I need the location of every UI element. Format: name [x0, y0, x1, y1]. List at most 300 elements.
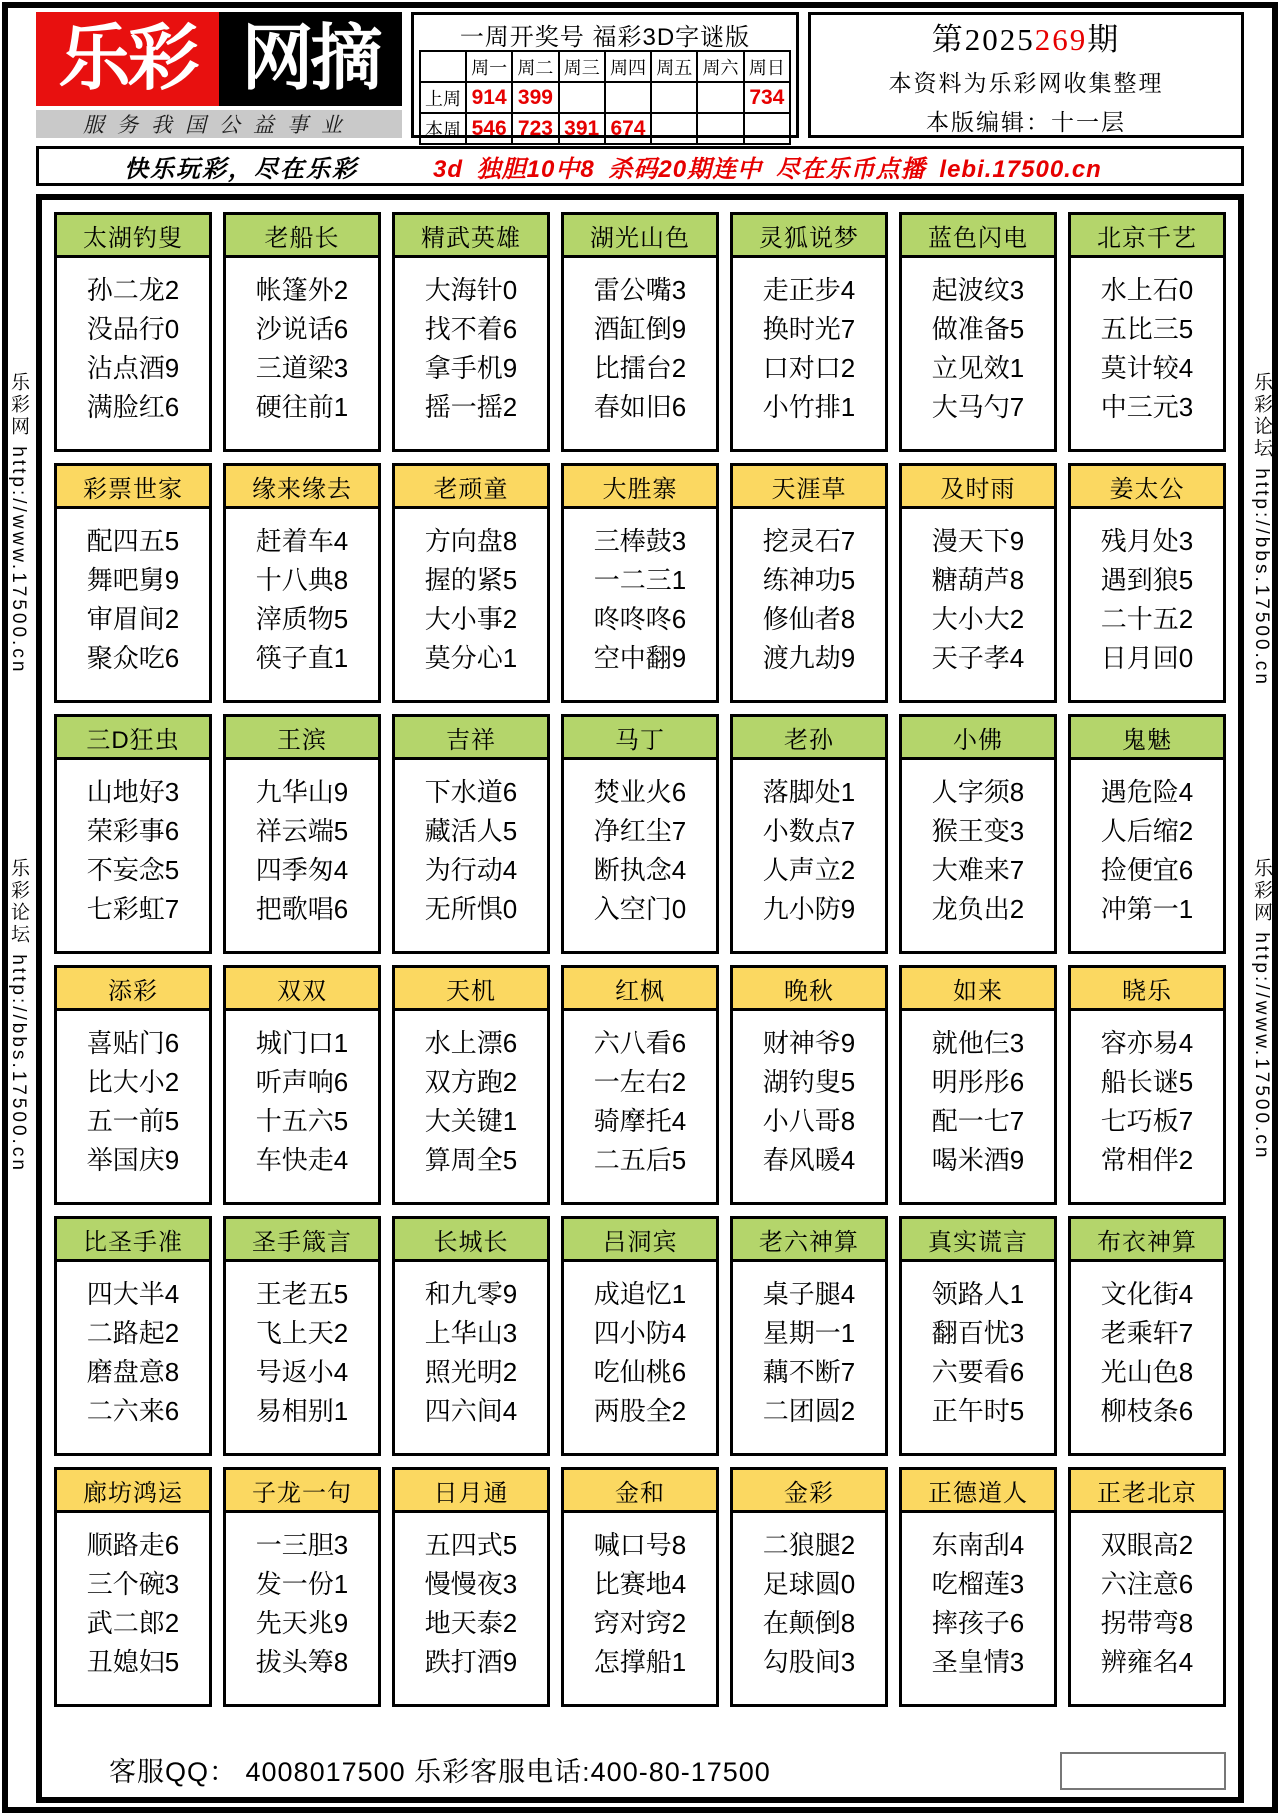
- card-body: [57, 760, 209, 929]
- draw-number: 914: [466, 82, 512, 113]
- card-riddle-line: 桌子腿4: [762, 1279, 856, 1309]
- card-riddle-line: 容亦易4: [1100, 1028, 1194, 1058]
- card-title: 蓝色闪电: [902, 215, 1054, 258]
- puzzle-card: [1068, 1216, 1226, 1456]
- card-riddle-line: 大马勺7: [931, 392, 1025, 422]
- card-riddle-line: 丑媳妇5: [86, 1647, 180, 1677]
- card-riddle-line: 春如旧6: [593, 392, 687, 422]
- card-riddle-line: 咚咚咚6: [593, 604, 687, 634]
- card-riddle-line: 大小事2: [424, 604, 518, 634]
- sidebar-right-bottom-url: 乐彩网 http://www.17500.cn: [1251, 858, 1272, 1161]
- card-riddle-line: 辨雍名4: [1100, 1647, 1194, 1677]
- week-col-header: 周二: [512, 51, 558, 82]
- sidebar-right-top-url: 乐彩论坛 http://bbs.17500.cn: [1251, 372, 1272, 687]
- puzzle-card: [223, 463, 381, 703]
- card-title: 如来: [902, 968, 1054, 1011]
- card-riddle-line: 算周全5: [424, 1145, 518, 1175]
- week-results-box: [411, 12, 799, 138]
- card-riddle-line: 老乘轩7: [1100, 1318, 1194, 1348]
- card-riddle-line: 上华山3: [424, 1318, 518, 1348]
- card-riddle-line: 筷子直1: [255, 643, 349, 673]
- card-body: [733, 509, 885, 678]
- card-title: 晚秋: [733, 968, 885, 1011]
- card-riddle-line: 漫天下9: [931, 526, 1025, 556]
- card-riddle-line: 吃仙桃6: [593, 1357, 687, 1387]
- card-riddle-line: 湖钓叟5: [762, 1067, 856, 1097]
- card-riddle-line: 莫计较4: [1100, 353, 1194, 383]
- card-riddle-line: 勾股间3: [762, 1647, 856, 1677]
- card-riddle-line: 滓质物5: [255, 604, 349, 634]
- card-body: [1071, 1262, 1223, 1431]
- card-riddle-line: 比大小2: [86, 1067, 180, 1097]
- card-riddle-line: 王老五5: [255, 1279, 349, 1309]
- card-body: [57, 509, 209, 678]
- header: [36, 12, 1244, 138]
- card-title: 添彩: [57, 968, 209, 1011]
- card-riddle-line: 车快走4: [255, 1145, 349, 1175]
- card-title: 正老北京: [1071, 1470, 1223, 1513]
- draw-number: [605, 82, 651, 113]
- card-riddle-line: 三个碗3: [86, 1569, 180, 1599]
- card-riddle-line: 飞上天2: [255, 1318, 349, 1348]
- card-riddle-line: 一二三1: [593, 565, 687, 595]
- card-riddle-line: 审眉间2: [86, 604, 180, 634]
- footer-blank-box: [1060, 1752, 1226, 1790]
- card-riddle-line: 摇一摇2: [424, 392, 518, 422]
- card-riddle-line: 练神功5: [762, 565, 856, 595]
- card-riddle-line: 水上漂6: [424, 1028, 518, 1058]
- issue-year: 2025: [964, 21, 1035, 57]
- draw-number: [697, 113, 743, 144]
- card-body: [1071, 760, 1223, 929]
- card-riddle-line: 喜贴门6: [86, 1028, 180, 1058]
- card-title: 比圣手准: [57, 1219, 209, 1262]
- puzzle-card: [392, 965, 550, 1205]
- card-riddle-line: 断执念4: [593, 855, 687, 885]
- card-title: 吕洞宾: [564, 1219, 716, 1262]
- puzzle-card: [392, 714, 550, 954]
- card-riddle-line: 猴王变3: [931, 816, 1025, 846]
- card-riddle-line: 九小防9: [762, 894, 856, 924]
- card-body: [902, 760, 1054, 929]
- card-riddle-line: 沙说话6: [255, 314, 349, 344]
- card-title: 布衣神算: [1071, 1219, 1223, 1262]
- card-riddle-line: 一左右2: [593, 1067, 687, 1097]
- week-col-header: 周日: [744, 51, 790, 82]
- card-riddle-line: 文化街4: [1100, 1279, 1194, 1309]
- card-title: 湖光山色: [564, 215, 716, 258]
- puzzle-card: [730, 1216, 888, 1456]
- card-riddle-line: 孙二龙2: [86, 275, 180, 305]
- card-riddle-line: 中三元3: [1100, 392, 1194, 422]
- puzzle-card: [54, 463, 212, 703]
- card-riddle-line: 水上石0: [1100, 275, 1194, 305]
- card-riddle-line: 找不着6: [424, 314, 518, 344]
- card-body: [733, 1262, 885, 1431]
- card-riddle-line: 大难来7: [931, 855, 1025, 885]
- puzzle-card: [223, 1467, 381, 1707]
- card-body: [902, 258, 1054, 427]
- card-riddle-line: 一三胆3: [255, 1530, 349, 1560]
- card-body: [902, 1011, 1054, 1180]
- draw-number: 674: [605, 113, 651, 144]
- card-riddle-line: 藏活人5: [424, 816, 518, 846]
- puzzle-card: [1068, 212, 1226, 452]
- card-riddle-line: 两股全2: [593, 1396, 687, 1426]
- card-riddle-line: 九华山9: [255, 777, 349, 807]
- card-title: 红枫: [564, 968, 716, 1011]
- puzzle-card: [1068, 965, 1226, 1205]
- card-riddle-line: 二十五2: [1100, 604, 1194, 634]
- card-title: 廊坊鸿运: [57, 1470, 209, 1513]
- card-riddle-line: 焚业火6: [593, 777, 687, 807]
- puzzle-card: [899, 463, 1057, 703]
- card-riddle-line: 比擂台2: [593, 353, 687, 383]
- card-riddle-line: 翻百忧3: [931, 1318, 1025, 1348]
- card-title: 天机: [395, 968, 547, 1011]
- card-riddle-line: 舞吧舅9: [86, 565, 180, 595]
- card-riddle-line: 摔孩子6: [931, 1608, 1025, 1638]
- week-results-table: [419, 50, 791, 145]
- card-riddle-line: 发一份1: [255, 1569, 349, 1599]
- card-riddle-line: 三棒鼓3: [593, 526, 687, 556]
- card-riddle-line: 六八看6: [593, 1028, 687, 1058]
- card-riddle-line: 帐篷外2: [255, 275, 349, 305]
- card-riddle-line: 小八哥8: [762, 1106, 856, 1136]
- sidebar-left-bottom-url: 乐彩论坛 http://bbs.17500.cn: [8, 858, 29, 1173]
- puzzle-card: [730, 212, 888, 452]
- card-riddle-line: 五一前5: [86, 1106, 180, 1136]
- card-riddle-line: 下水道6: [424, 777, 518, 807]
- card-riddle-line: 挖灵石7: [762, 526, 856, 556]
- draw-number: 723: [512, 113, 558, 144]
- issue-source: 本资料为乐彩网收集整理: [888, 70, 1164, 96]
- card-riddle-line: 为行动4: [424, 855, 518, 885]
- draw-number: [651, 82, 697, 113]
- puzzle-card: [561, 714, 719, 954]
- issue-prefix: 第: [931, 21, 965, 57]
- card-riddle-line: 人字须8: [931, 777, 1025, 807]
- card-body: [57, 1011, 209, 1180]
- puzzle-card: [730, 965, 888, 1205]
- card-body: [226, 258, 378, 427]
- card-riddle-line: 四六间4: [424, 1396, 518, 1426]
- card-riddle-line: 六要看6: [931, 1357, 1025, 1387]
- logo-text-black: 网摘: [219, 12, 402, 106]
- issue-info-box: [808, 12, 1244, 138]
- puzzle-card: [1068, 714, 1226, 954]
- week-header-row: [420, 51, 790, 82]
- card-riddle-line: 净红尘7: [593, 816, 687, 846]
- logo-slogan: 服务我国公益事业: [36, 110, 402, 138]
- card-riddle-line: 方向盘8: [424, 526, 518, 556]
- card-body: [57, 1262, 209, 1431]
- puzzle-card: [730, 1467, 888, 1707]
- card-riddle-line: 足球圆0: [762, 1569, 856, 1599]
- card-body: [1071, 1011, 1223, 1180]
- puzzle-card: [223, 212, 381, 452]
- puzzle-card: [392, 212, 550, 452]
- card-riddle-line: 易相别1: [255, 1396, 349, 1426]
- card-riddle-line: 糖葫芦8: [931, 565, 1025, 595]
- card-title: 及时雨: [902, 466, 1054, 509]
- card-riddle-line: 东南刮4: [931, 1530, 1025, 1560]
- card-riddle-line: 听声响6: [255, 1067, 349, 1097]
- footer-contact: 客服QQ： 4008017500 乐彩客服电话:400-80-17500: [109, 1756, 771, 1787]
- card-riddle-line: 双眼高2: [1100, 1530, 1194, 1560]
- card-riddle-line: 顺路走6: [86, 1530, 180, 1560]
- marquee-slogan: 快乐玩彩，尽在乐彩: [124, 155, 358, 183]
- card-title: 彩票世家: [57, 466, 209, 509]
- card-riddle-line: 赶着车4: [255, 526, 349, 556]
- card-body: [733, 1011, 885, 1180]
- footer-bar: [54, 1745, 1226, 1793]
- week-col-header: [420, 51, 466, 82]
- card-body: [226, 1262, 378, 1431]
- card-riddle-line: 六注意6: [1100, 1569, 1194, 1599]
- week-row-current: [420, 113, 790, 144]
- puzzle-board: [36, 194, 1244, 1803]
- puzzle-card: [54, 714, 212, 954]
- card-riddle-line: 无所惧0: [424, 894, 518, 924]
- card-riddle-line: 比赛地4: [593, 1569, 687, 1599]
- puzzle-card: [899, 212, 1057, 452]
- card-riddle-line: 磨盘意8: [86, 1357, 180, 1387]
- card-title: 三D狂虫: [57, 717, 209, 760]
- puzzle-card: [392, 1216, 550, 1456]
- card-riddle-line: 五四式5: [424, 1530, 518, 1560]
- card-riddle-line: 喝米酒9: [931, 1145, 1025, 1175]
- week-col-header: 周一: [466, 51, 512, 82]
- week-results-title: 一周开奖号 福彩3D字谜版: [459, 23, 751, 51]
- card-riddle-line: 莫分心1: [424, 643, 518, 673]
- card-riddle-line: 骑摩托4: [593, 1106, 687, 1136]
- card-riddle-line: 捡便宜6: [1100, 855, 1194, 885]
- marquee-promo: 3d 独胆10中8 杀码20期连中 尽在乐币点播 lebi.17500.cn: [433, 155, 1102, 183]
- card-body: [902, 1262, 1054, 1431]
- card-riddle-line: 二路起2: [86, 1318, 180, 1348]
- card-riddle-line: 在颠倒8: [762, 1608, 856, 1638]
- card-title: 圣手箴言: [226, 1219, 378, 1262]
- card-riddle-line: 慢慢夜3: [424, 1569, 518, 1599]
- card-body: [395, 760, 547, 929]
- card-riddle-line: 七彩虹7: [86, 894, 180, 924]
- card-riddle-line: 三道梁3: [255, 353, 349, 383]
- card-body: [1071, 509, 1223, 678]
- card-riddle-line: 船长谜5: [1100, 1067, 1194, 1097]
- card-riddle-line: 大海针0: [424, 275, 518, 305]
- card-body: [733, 258, 885, 427]
- card-title: 金彩: [733, 1470, 885, 1513]
- issue-period: 269: [1034, 21, 1088, 57]
- card-riddle-line: 大小大2: [931, 604, 1025, 634]
- card-body: [902, 509, 1054, 678]
- card-title: 北京千艺: [1071, 215, 1223, 258]
- puzzle-card: [561, 965, 719, 1205]
- marquee-bar: [36, 146, 1244, 186]
- card-riddle-line: 遇到狼5: [1100, 565, 1194, 595]
- card-riddle-line: 走正步4: [762, 275, 856, 305]
- draw-number: 546: [466, 113, 512, 144]
- card-riddle-line: 酒缸倒9: [593, 314, 687, 344]
- card-body: [733, 760, 885, 929]
- card-riddle-line: 起波纹3: [931, 275, 1025, 305]
- card-riddle-line: 明彤彤6: [931, 1067, 1025, 1097]
- card-riddle-line: 春风暖4: [762, 1145, 856, 1175]
- puzzle-card: [561, 212, 719, 452]
- card-title: 老船长: [226, 215, 378, 258]
- puzzle-card: [1068, 1467, 1226, 1707]
- card-riddle-line: 修仙者8: [762, 604, 856, 634]
- card-title: 老孙: [733, 717, 885, 760]
- card-riddle-line: 举国庆9: [86, 1145, 180, 1175]
- card-riddle-line: 不妄念5: [86, 855, 180, 885]
- card-riddle-line: 和九零9: [424, 1279, 518, 1309]
- card-riddle-line: 吃榴莲3: [931, 1569, 1025, 1599]
- puzzle-card: [54, 212, 212, 452]
- card-body: [57, 258, 209, 427]
- puzzle-card: [899, 965, 1057, 1205]
- card-riddle-line: 荣彩事6: [86, 816, 180, 846]
- card-title: 晓乐: [1071, 968, 1223, 1011]
- week-row-label: 本周: [420, 113, 466, 144]
- card-riddle-line: 四小防4: [593, 1318, 687, 1348]
- card-riddle-line: 入空门0: [593, 894, 687, 924]
- card-riddle-line: 柳枝条6: [1100, 1396, 1194, 1426]
- draw-number: [559, 82, 605, 113]
- card-riddle-line: 没品行0: [86, 314, 180, 344]
- card-riddle-line: 城门口1: [255, 1028, 349, 1058]
- week-row-last: [420, 82, 790, 113]
- card-body: [395, 1262, 547, 1431]
- card-title: 日月通: [395, 1470, 547, 1513]
- puzzle-card: [899, 714, 1057, 954]
- puzzle-card: [54, 1467, 212, 1707]
- puzzle-card: [223, 965, 381, 1205]
- card-body: [395, 1513, 547, 1682]
- card-title: 王滨: [226, 717, 378, 760]
- card-title: 天涯草: [733, 466, 885, 509]
- puzzle-card: [54, 1216, 212, 1456]
- card-body: [395, 509, 547, 678]
- card-riddle-line: 做准备5: [931, 314, 1025, 344]
- card-riddle-line: 配四五5: [86, 526, 180, 556]
- puzzle-card: [561, 463, 719, 703]
- card-riddle-line: 先天兆9: [255, 1608, 349, 1638]
- card-riddle-line: 拿手机9: [424, 353, 518, 383]
- card-riddle-line: 十五六5: [255, 1106, 349, 1136]
- card-riddle-line: 把歌唱6: [255, 894, 349, 924]
- card-riddle-line: 拐带弯8: [1100, 1608, 1194, 1638]
- card-riddle-line: 空中翻9: [593, 643, 687, 673]
- card-riddle-line: 四季匆4: [255, 855, 349, 885]
- card-riddle-line: 二团圆2: [762, 1396, 856, 1426]
- card-body: [226, 760, 378, 929]
- puzzle-card: [561, 1467, 719, 1707]
- card-body: [564, 760, 716, 929]
- card-body: [902, 1513, 1054, 1682]
- puzzle-card: [899, 1216, 1057, 1456]
- card-riddle-line: 地天泰2: [424, 1608, 518, 1638]
- issue-number: [932, 14, 1121, 59]
- draw-number: [697, 82, 743, 113]
- card-body: [733, 1513, 885, 1682]
- puzzle-card: [730, 714, 888, 954]
- week-col-header: 周五: [651, 51, 697, 82]
- card-riddle-line: 落脚处1: [762, 777, 856, 807]
- card-riddle-line: 换时光7: [762, 314, 856, 344]
- puzzle-card: [730, 463, 888, 703]
- card-title: 子龙一句: [226, 1470, 378, 1513]
- card-body: [57, 1513, 209, 1682]
- card-riddle-line: 成追忆1: [593, 1279, 687, 1309]
- card-riddle-line: 七巧板7: [1100, 1106, 1194, 1136]
- card-body: [564, 1262, 716, 1431]
- card-riddle-line: 领路人1: [931, 1279, 1025, 1309]
- issue-editor: 本版编辑：十一层: [926, 109, 1126, 135]
- card-riddle-line: 龙负出2: [931, 894, 1025, 924]
- logo: [36, 12, 402, 138]
- card-riddle-line: 武二郎2: [86, 1608, 180, 1638]
- card-body: [395, 258, 547, 427]
- card-riddle-line: 照光明2: [424, 1357, 518, 1387]
- card-riddle-line: 祥云端5: [255, 816, 349, 846]
- card-riddle-line: 五比三5: [1100, 314, 1194, 344]
- card-riddle-line: 四大半4: [86, 1279, 180, 1309]
- card-riddle-line: 山地好3: [86, 777, 180, 807]
- card-riddle-line: 财神爷9: [762, 1028, 856, 1058]
- card-riddle-line: 大关键1: [424, 1106, 518, 1136]
- card-riddle-line: 光山色8: [1100, 1357, 1194, 1387]
- card-riddle-line: 沾点酒9: [86, 353, 180, 383]
- card-riddle-line: 小竹排1: [762, 392, 856, 422]
- card-title: 长城长: [395, 1219, 547, 1262]
- draw-number: 734: [744, 82, 790, 113]
- puzzle-card: [561, 1216, 719, 1456]
- card-riddle-line: 冲第一1: [1100, 894, 1194, 924]
- week-row-label: 上周: [420, 82, 466, 113]
- draw-number: [651, 113, 697, 144]
- week-col-header: 周三: [559, 51, 605, 82]
- puzzle-card: [223, 714, 381, 954]
- card-riddle-line: 喊口号8: [593, 1530, 687, 1560]
- card-riddle-line: 号返小4: [255, 1357, 349, 1387]
- logo-main: [36, 12, 402, 106]
- card-riddle-line: 配一七7: [931, 1106, 1025, 1136]
- card-riddle-line: 满脸红6: [86, 392, 180, 422]
- card-body: [564, 1011, 716, 1180]
- card-riddle-line: 口对口2: [762, 353, 856, 383]
- card-title: 老六神算: [733, 1219, 885, 1262]
- card-riddle-line: 遇危险4: [1100, 777, 1194, 807]
- card-riddle-line: 藕不断7: [762, 1357, 856, 1387]
- card-title: 精武英雄: [395, 215, 547, 258]
- card-riddle-line: 跌打酒9: [424, 1647, 518, 1677]
- card-riddle-line: 天子孝4: [931, 643, 1025, 673]
- card-riddle-line: 怎撑船1: [593, 1647, 687, 1677]
- card-riddle-line: 就他仨3: [931, 1028, 1025, 1058]
- puzzle-card: [392, 1467, 550, 1707]
- card-body: [395, 1011, 547, 1180]
- puzzle-card: [223, 1216, 381, 1456]
- card-title: 大胜寨: [564, 466, 716, 509]
- card-title: 金和: [564, 1470, 716, 1513]
- card-riddle-line: 小数点7: [762, 816, 856, 846]
- card-title: 马丁: [564, 717, 716, 760]
- logo-text-red: 乐彩: [36, 12, 219, 106]
- card-riddle-line: 星期一1: [762, 1318, 856, 1348]
- card-title: 灵狐说梦: [733, 215, 885, 258]
